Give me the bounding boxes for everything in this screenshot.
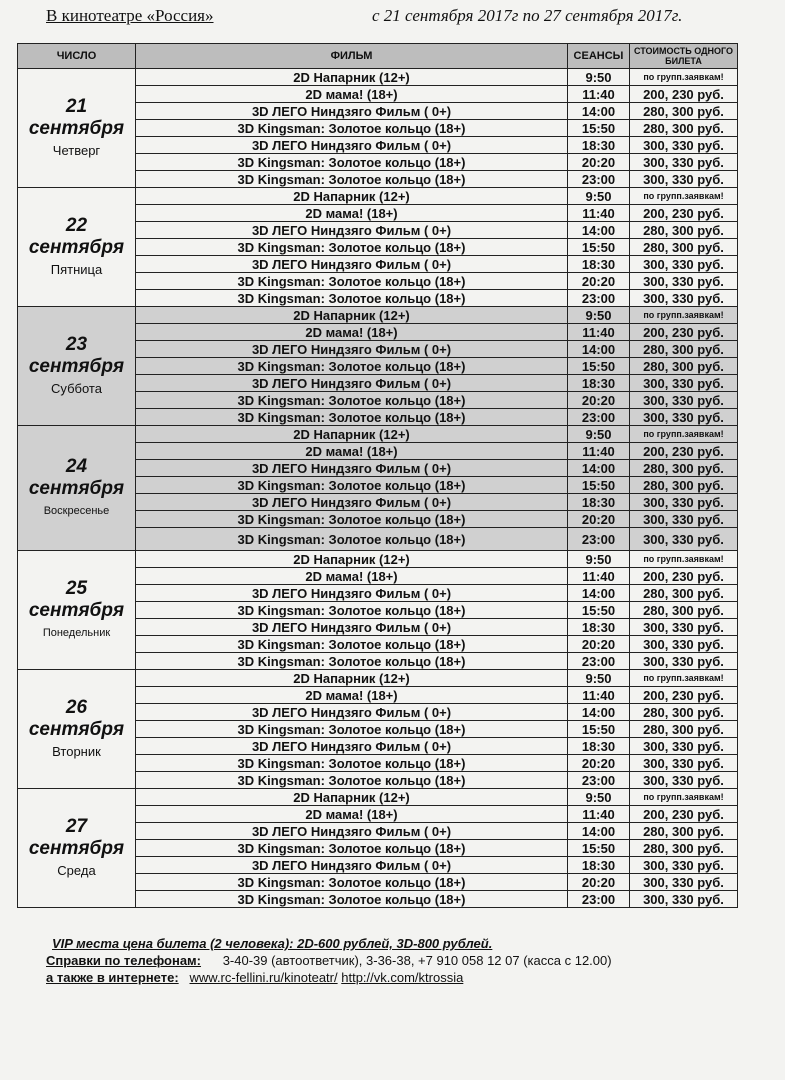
day-weekday: Четверг <box>52 143 101 158</box>
ticket-price: 300, 330 руб. <box>630 137 738 154</box>
table-row <box>18 551 738 568</box>
film-title: 3D ЛЕГО Ниндзяго Фильм ( 0+) <box>136 375 568 392</box>
film-title: 2D мама! (18+) <box>136 568 568 585</box>
session-time: 11:40 <box>568 324 630 341</box>
film-title: 2D Напарник (12+) <box>136 69 568 86</box>
ticket-price: 300, 330 руб. <box>630 392 738 409</box>
cinema-title: В кинотеатре «Россия» <box>46 6 214 25</box>
ticket-price: 300, 330 руб. <box>630 409 738 426</box>
ticket-price: 200, 230 руб. <box>630 324 738 341</box>
column-header-cost: СТОИМОСТЬ ОДНОГО БИЛЕТА <box>630 44 738 69</box>
table-row <box>18 670 738 687</box>
film-title: 2D Напарник (12+) <box>136 426 568 443</box>
table-header-row <box>18 44 738 69</box>
session-time: 9:50 <box>568 307 630 324</box>
film-title: 3D ЛЕГО Ниндзяго Фильм ( 0+) <box>136 585 568 602</box>
film-title: 3D ЛЕГО Ниндзяго Фильм ( 0+) <box>136 103 568 120</box>
internet-label: а также в интернете: <box>46 970 179 985</box>
ticket-price: 300, 330 руб. <box>630 256 738 273</box>
session-time: 14:00 <box>568 704 630 721</box>
ticket-price: по групп.заявкам! <box>630 789 738 806</box>
session-time: 15:50 <box>568 840 630 857</box>
phones-value: 3-40-39 (автоответчик), 3-36-38, +7 910 058 12 07 (касса с 12.00) <box>222 953 612 968</box>
session-time: 20:20 <box>568 273 630 290</box>
ticket-price: 280, 300 руб. <box>630 585 738 602</box>
ticket-price: 200, 230 руб. <box>630 806 738 823</box>
session-time: 20:20 <box>568 755 630 772</box>
ticket-price: 280, 300 руб. <box>630 460 738 477</box>
film-title: 3D Kingsman: Золотое кольцо (18+) <box>136 392 568 409</box>
day-cell <box>18 670 136 789</box>
film-title: 3D Kingsman: Золотое кольцо (18+) <box>136 239 568 256</box>
ticket-price: 280, 300 руб. <box>630 103 738 120</box>
film-title: 2D Напарник (12+) <box>136 789 568 806</box>
ticket-price: 280, 300 руб. <box>630 823 738 840</box>
phones-label: Справки по телефонам: <box>46 953 202 968</box>
ticket-price: 300, 330 руб. <box>630 494 738 511</box>
day-month: сентября <box>28 838 125 859</box>
session-time: 20:20 <box>568 392 630 409</box>
film-title: 2D мама! (18+) <box>136 687 568 704</box>
ticket-price: 300, 330 руб. <box>630 273 738 290</box>
film-title: 3D Kingsman: Золотое кольцо (18+) <box>136 636 568 653</box>
film-title: 3D Kingsman: Золотое кольцо (18+) <box>136 891 568 908</box>
session-time: 20:20 <box>568 636 630 653</box>
ticket-price: 300, 330 руб. <box>630 874 738 891</box>
film-title: 2D Напарник (12+) <box>136 670 568 687</box>
schedule-table <box>17 43 738 908</box>
session-time: 15:50 <box>568 602 630 619</box>
film-title: 3D Kingsman: Золотое кольцо (18+) <box>136 409 568 426</box>
ticket-price: 200, 230 руб. <box>630 205 738 222</box>
session-time: 14:00 <box>568 585 630 602</box>
ticket-price: по групп.заявкам! <box>630 69 738 86</box>
session-time: 11:40 <box>568 205 630 222</box>
session-time: 11:40 <box>568 687 630 704</box>
day-cell <box>18 307 136 426</box>
ticket-price: 300, 330 руб. <box>630 738 738 755</box>
column-header-film: ФИЛЬМ <box>136 44 568 69</box>
day-cell <box>18 426 136 551</box>
film-title: 2D мама! (18+) <box>136 443 568 460</box>
film-title: 2D Напарник (12+) <box>136 188 568 205</box>
session-time: 14:00 <box>568 103 630 120</box>
session-time: 15:50 <box>568 477 630 494</box>
session-time: 23:00 <box>568 171 630 188</box>
session-time: 18:30 <box>568 137 630 154</box>
ticket-price: 280, 300 руб. <box>630 222 738 239</box>
film-title: 3D ЛЕГО Ниндзяго Фильм ( 0+) <box>136 137 568 154</box>
film-title: 2D мама! (18+) <box>136 806 568 823</box>
film-title: 3D Kingsman: Золотое кольцо (18+) <box>136 290 568 307</box>
ticket-price: по групп.заявкам! <box>630 188 738 205</box>
table-row <box>18 188 738 205</box>
ticket-price: 280, 300 руб. <box>630 341 738 358</box>
session-time: 15:50 <box>568 239 630 256</box>
day-month: сентября <box>28 237 125 258</box>
day-number: 21 <box>65 96 88 117</box>
session-time: 15:50 <box>568 120 630 137</box>
document-header <box>0 0 785 40</box>
film-title: 3D Kingsman: Золотое кольцо (18+) <box>136 273 568 290</box>
website-link[interactable]: www.rc-fellini.ru/kinoteatr/ <box>189 970 338 985</box>
film-title: 3D Kingsman: Золотое кольцо (18+) <box>136 477 568 494</box>
day-weekday: Суббота <box>51 381 102 396</box>
film-title: 3D Kingsman: Золотое кольцо (18+) <box>136 653 568 670</box>
film-title: 3D Kingsman: Золотое кольцо (18+) <box>136 154 568 171</box>
ticket-price: 300, 330 руб. <box>630 290 738 307</box>
session-time: 18:30 <box>568 494 630 511</box>
ticket-price: 280, 300 руб. <box>630 358 738 375</box>
ticket-price: по групп.заявкам! <box>630 307 738 324</box>
session-time: 23:00 <box>568 528 630 551</box>
ticket-price: 200, 230 руб. <box>630 86 738 103</box>
film-title: 3D Kingsman: Золотое кольцо (18+) <box>136 120 568 137</box>
day-month: сентября <box>28 719 125 740</box>
film-title: 3D Kingsman: Золотое кольцо (18+) <box>136 528 568 551</box>
day-number: 26 <box>65 697 88 718</box>
session-time: 23:00 <box>568 891 630 908</box>
ticket-price: 300, 330 руб. <box>630 653 738 670</box>
ticket-price: 280, 300 руб. <box>630 840 738 857</box>
session-time: 14:00 <box>568 823 630 840</box>
session-time: 11:40 <box>568 86 630 103</box>
film-title: 2D Напарник (12+) <box>136 307 568 324</box>
day-month: сентября <box>28 118 125 139</box>
film-title: 3D ЛЕГО Ниндзяго Фильм ( 0+) <box>136 494 568 511</box>
schedule-period: с 21 сентября 2017г по 27 сентября 2017г. <box>372 6 683 25</box>
film-title: 3D Kingsman: Золотое кольцо (18+) <box>136 358 568 375</box>
film-title: 3D ЛЕГО Ниндзяго Фильм ( 0+) <box>136 256 568 273</box>
film-title: 2D Напарник (12+) <box>136 551 568 568</box>
film-title: 3D ЛЕГО Ниндзяго Фильм ( 0+) <box>136 619 568 636</box>
day-number: 22 <box>65 215 88 236</box>
session-time: 9:50 <box>568 426 630 443</box>
session-time: 18:30 <box>568 738 630 755</box>
column-header-sessions: СЕАНСЫ <box>568 44 630 69</box>
column-header-date: ЧИСЛО <box>18 44 136 69</box>
session-time: 18:30 <box>568 375 630 392</box>
film-title: 3D ЛЕГО Ниндзяго Фильм ( 0+) <box>136 222 568 239</box>
day-cell <box>18 789 136 908</box>
ticket-price: 300, 330 руб. <box>630 511 738 528</box>
day-month: сентября <box>28 600 125 621</box>
table-row <box>18 426 738 443</box>
day-number: 24 <box>65 456 88 477</box>
session-time: 14:00 <box>568 222 630 239</box>
ticket-price: 300, 330 руб. <box>630 528 738 551</box>
ticket-price: 200, 230 руб. <box>630 443 738 460</box>
ticket-price: 280, 300 руб. <box>630 602 738 619</box>
ticket-price: 200, 230 руб. <box>630 568 738 585</box>
film-title: 2D мама! (18+) <box>136 324 568 341</box>
film-title: 3D Kingsman: Золотое кольцо (18+) <box>136 840 568 857</box>
ticket-price: 300, 330 руб. <box>630 857 738 874</box>
ticket-price: 300, 330 руб. <box>630 375 738 392</box>
table-row <box>18 307 738 324</box>
film-title: 3D Kingsman: Золотое кольцо (18+) <box>136 511 568 528</box>
session-time: 11:40 <box>568 443 630 460</box>
session-time: 9:50 <box>568 670 630 687</box>
session-time: 18:30 <box>568 619 630 636</box>
film-title: 3D ЛЕГО Ниндзяго Фильм ( 0+) <box>136 857 568 874</box>
film-title: 3D ЛЕГО Ниндзяго Фильм ( 0+) <box>136 823 568 840</box>
ticket-price: 280, 300 руб. <box>630 721 738 738</box>
table-row <box>18 789 738 806</box>
ticket-price: 200, 230 руб. <box>630 687 738 704</box>
day-cell <box>18 551 136 670</box>
film-title: 3D Kingsman: Золотое кольцо (18+) <box>136 874 568 891</box>
session-time: 18:30 <box>568 256 630 273</box>
session-time: 18:30 <box>568 857 630 874</box>
session-time: 9:50 <box>568 551 630 568</box>
film-title: 2D мама! (18+) <box>136 86 568 103</box>
session-time: 11:40 <box>568 568 630 585</box>
session-time: 9:50 <box>568 69 630 86</box>
session-time: 15:50 <box>568 721 630 738</box>
ticket-price: 280, 300 руб. <box>630 477 738 494</box>
day-weekday: Воскресенье <box>43 505 110 517</box>
day-cell <box>18 69 136 188</box>
film-title: 3D Kingsman: Золотое кольцо (18+) <box>136 772 568 789</box>
session-time: 20:20 <box>568 154 630 171</box>
day-month: сентября <box>28 356 125 377</box>
day-weekday: Пятница <box>50 262 103 277</box>
film-title: 3D ЛЕГО Ниндзяго Фильм ( 0+) <box>136 341 568 358</box>
session-time: 20:20 <box>568 874 630 891</box>
session-time: 23:00 <box>568 290 630 307</box>
film-title: 3D Kingsman: Золотое кольцо (18+) <box>136 721 568 738</box>
ticket-price: по групп.заявкам! <box>630 670 738 687</box>
session-time: 11:40 <box>568 806 630 823</box>
film-title: 2D мама! (18+) <box>136 205 568 222</box>
ticket-price: 280, 300 руб. <box>630 120 738 137</box>
ticket-price: 280, 300 руб. <box>630 239 738 256</box>
session-time: 14:00 <box>568 460 630 477</box>
footer <box>46 935 766 986</box>
film-title: 3D ЛЕГО Ниндзяго Фильм ( 0+) <box>136 460 568 477</box>
film-title: 3D Kingsman: Золотое кольцо (18+) <box>136 755 568 772</box>
ticket-price: по групп.заявкам! <box>630 551 738 568</box>
session-time: 23:00 <box>568 409 630 426</box>
internet-line <box>46 969 766 986</box>
ticket-price: по групп.заявкам! <box>630 426 738 443</box>
ticket-price: 300, 330 руб. <box>630 636 738 653</box>
day-weekday: Вторник <box>52 744 101 759</box>
session-time: 9:50 <box>568 188 630 205</box>
day-number: 25 <box>65 578 88 599</box>
film-title: 3D ЛЕГО Ниндзяго Фильм ( 0+) <box>136 738 568 755</box>
day-number: 27 <box>65 816 88 837</box>
ticket-price: 300, 330 руб. <box>630 772 738 789</box>
ticket-price: 300, 330 руб. <box>630 154 738 171</box>
day-number: 23 <box>65 334 88 355</box>
day-weekday: Среда <box>57 863 96 878</box>
schedule-body <box>18 69 738 908</box>
day-weekday: Понедельник <box>42 627 111 639</box>
ticket-price: 300, 330 руб. <box>630 171 738 188</box>
phones-line <box>46 952 766 969</box>
session-time: 20:20 <box>568 511 630 528</box>
session-time: 9:50 <box>568 789 630 806</box>
film-title: 3D Kingsman: Золотое кольцо (18+) <box>136 171 568 188</box>
session-time: 23:00 <box>568 653 630 670</box>
vk-link[interactable]: http://vk.com/ktrossia <box>341 970 464 985</box>
film-title: 3D ЛЕГО Ниндзяго Фильм ( 0+) <box>136 704 568 721</box>
film-title: 3D Kingsman: Золотое кольцо (18+) <box>136 602 568 619</box>
ticket-price: 280, 300 руб. <box>630 704 738 721</box>
day-cell <box>18 188 136 307</box>
table-row <box>18 69 738 86</box>
ticket-price: 300, 330 руб. <box>630 891 738 908</box>
session-time: 14:00 <box>568 341 630 358</box>
session-time: 23:00 <box>568 772 630 789</box>
vip-note: VIP места цена билета (2 человека): 2D-600 рублей, 3D-800 рублей. <box>52 936 493 951</box>
ticket-price: 300, 330 руб. <box>630 619 738 636</box>
ticket-price: 300, 330 руб. <box>630 755 738 772</box>
session-time: 15:50 <box>568 358 630 375</box>
day-month: сентября <box>28 478 125 499</box>
